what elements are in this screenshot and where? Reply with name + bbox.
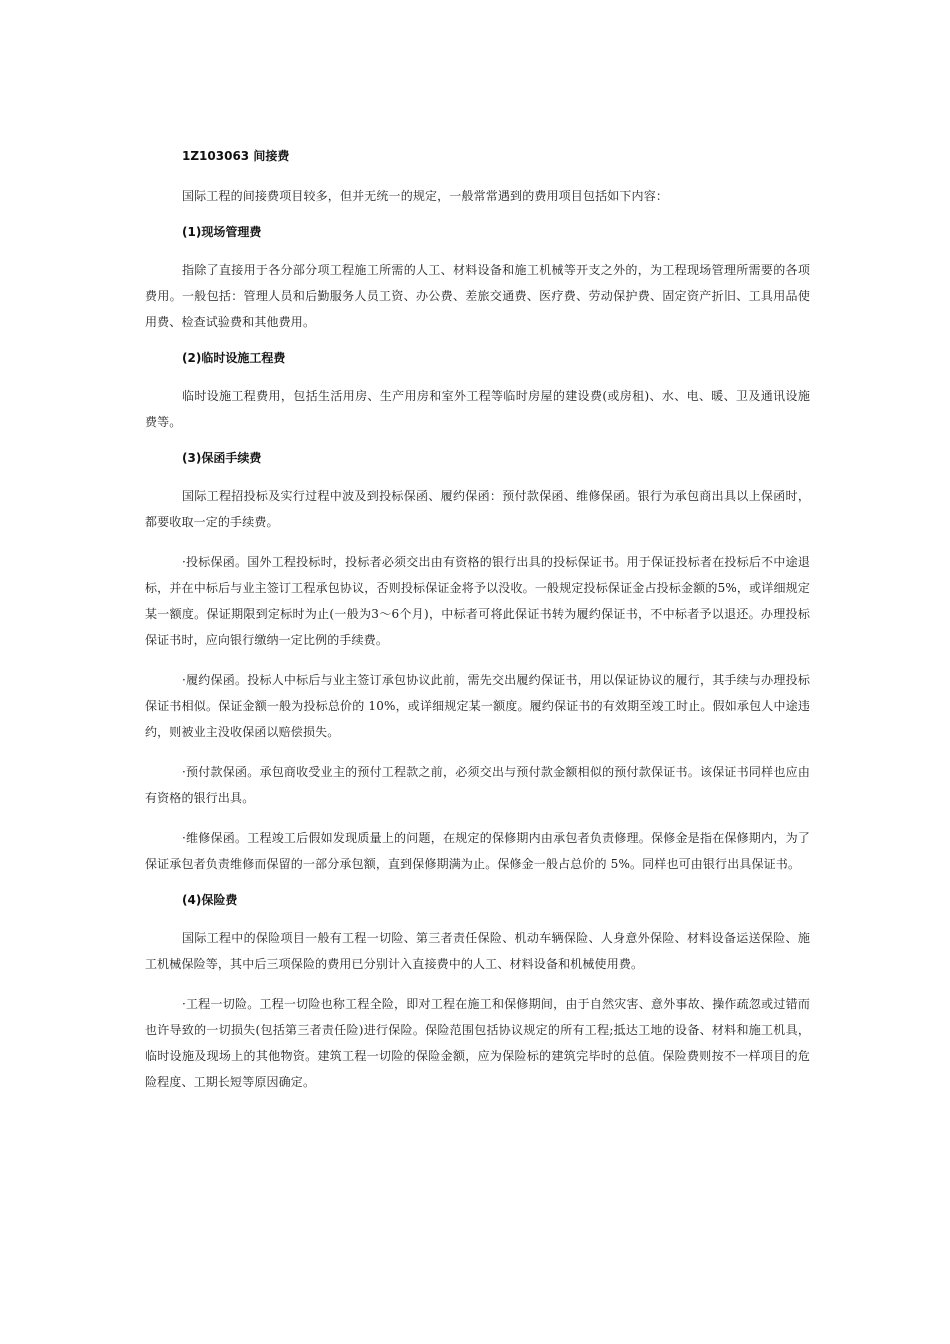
document-page [145,146,810,1095]
paragraph-advance-payment-guarantee: ·预付款保函。承包商收受业主的预付工程款之前，必须交出与预付款金额相似的预付款保证书。该保证书同样也应由有资格的银行出具。 [145,765,810,805]
intro-paragraph: 国际工程的间接费项目较多，但并无统一的规定，一般常常遇到的费用项目包括如下内容： [182,189,669,203]
heading-guarantee-fee: (3)保函手续费 [182,451,262,465]
paragraph-insurance-overview: 国际工程中的保险项目一般有工程一切险、第三者责任保险、机动车辆保险、人身意外保险、材料设备运送保险、施工机械保险等，其中后三项保险的费用已分别计入直接费中的人工、材料设备和机械使用费。 [145,931,810,971]
heading-temporary-facilities-fee: (2)临时设施工程费 [182,351,286,365]
paragraph-performance-guarantee: ·履约保函。投标人中标后与业主签订承包协议此前，需先交出履约保证书，用以保证协议的履行，其手续与办理投标保证书相似。保证金额一般为投标总价的 10%，或详细规定某一额度。履约保证书的有效期至竣工时止。假如承包人中途违约，则被业主没收保函以赔偿损失。 [145,673,810,739]
paragraph-temporary-facilities-fee: 临时设施工程费用，包括生活用房、生产用房和室外工程等临时房屋的建设费(或房租)、水、电、暖、卫及通讯设施费等。 [145,389,810,429]
paragraph-guarantee-overview: 国际工程招投标及实行过程中波及到投标保函、履约保函：预付款保函、维修保函。银行为承包商出具以上保函时，都要收取一定的手续费。 [145,489,810,529]
paragraph-contractors-all-risks: ·工程一切险。工程一切险也称工程全险，即对工程在施工和保修期间，由于自然灾害、意外事故、操作疏忽或过错而也许导致的一切损失(包括第三者责任险)进行保险。保险范围包括协议规定的所有工程;抵达工地的设备、材料和施工机具，临时设施及现场上的其他物资。建筑工程一切险的保险金额，应为保险标的建筑完毕时的总值。保险费则按不一样项目的危险程度、工期长短等原因确定。 [145,997,810,1089]
heading-site-management-fee: (1)现场管理费 [182,225,262,239]
paragraph-site-management-fee: 指除了直接用于各分部分项工程施工所需的人工、材料设备和施工机械等开支之外的，为工程现场管理所需要的各项费用。一般包括：管理人员和后勤服务人员工资、办公费、差旅交通费、医疗费、劳动保护费、固定资产折旧、工具用品使用费、检查试验费和其他费用。 [145,263,810,329]
paragraph-maintenance-guarantee: ·维修保函。工程竣工后假如发现质量上的问题，在规定的保修期内由承包者负责修理。保修金是指在保修期内，为了保证承包者负责维修而保留的一部分承包额，直到保修期满为止。保修金一般占总价的 5%。同样也可由银行出具保证书。 [145,831,810,871]
section-title: 1Z103063 间接费 [182,149,290,163]
heading-insurance-fee: (4)保险费 [182,893,238,907]
paragraph-bid-guarantee: ·投标保函。国外工程投标时，投标者必须交出由有资格的银行出具的投标保证书。用于保证投标者在投标后不中途退标，并在中标后与业主签订工程承包协议，否则投标保证金将予以没收。一般规定投标保证金占投标金额的5%，或详细规定某一额度。保证期限到定标时为止(一般为3～6个月)，中标者可将此保证书转为履约保证书，不中标者予以退还。办理投标保证书时，应向银行缴纳一定比例的手续费。 [145,555,810,647]
